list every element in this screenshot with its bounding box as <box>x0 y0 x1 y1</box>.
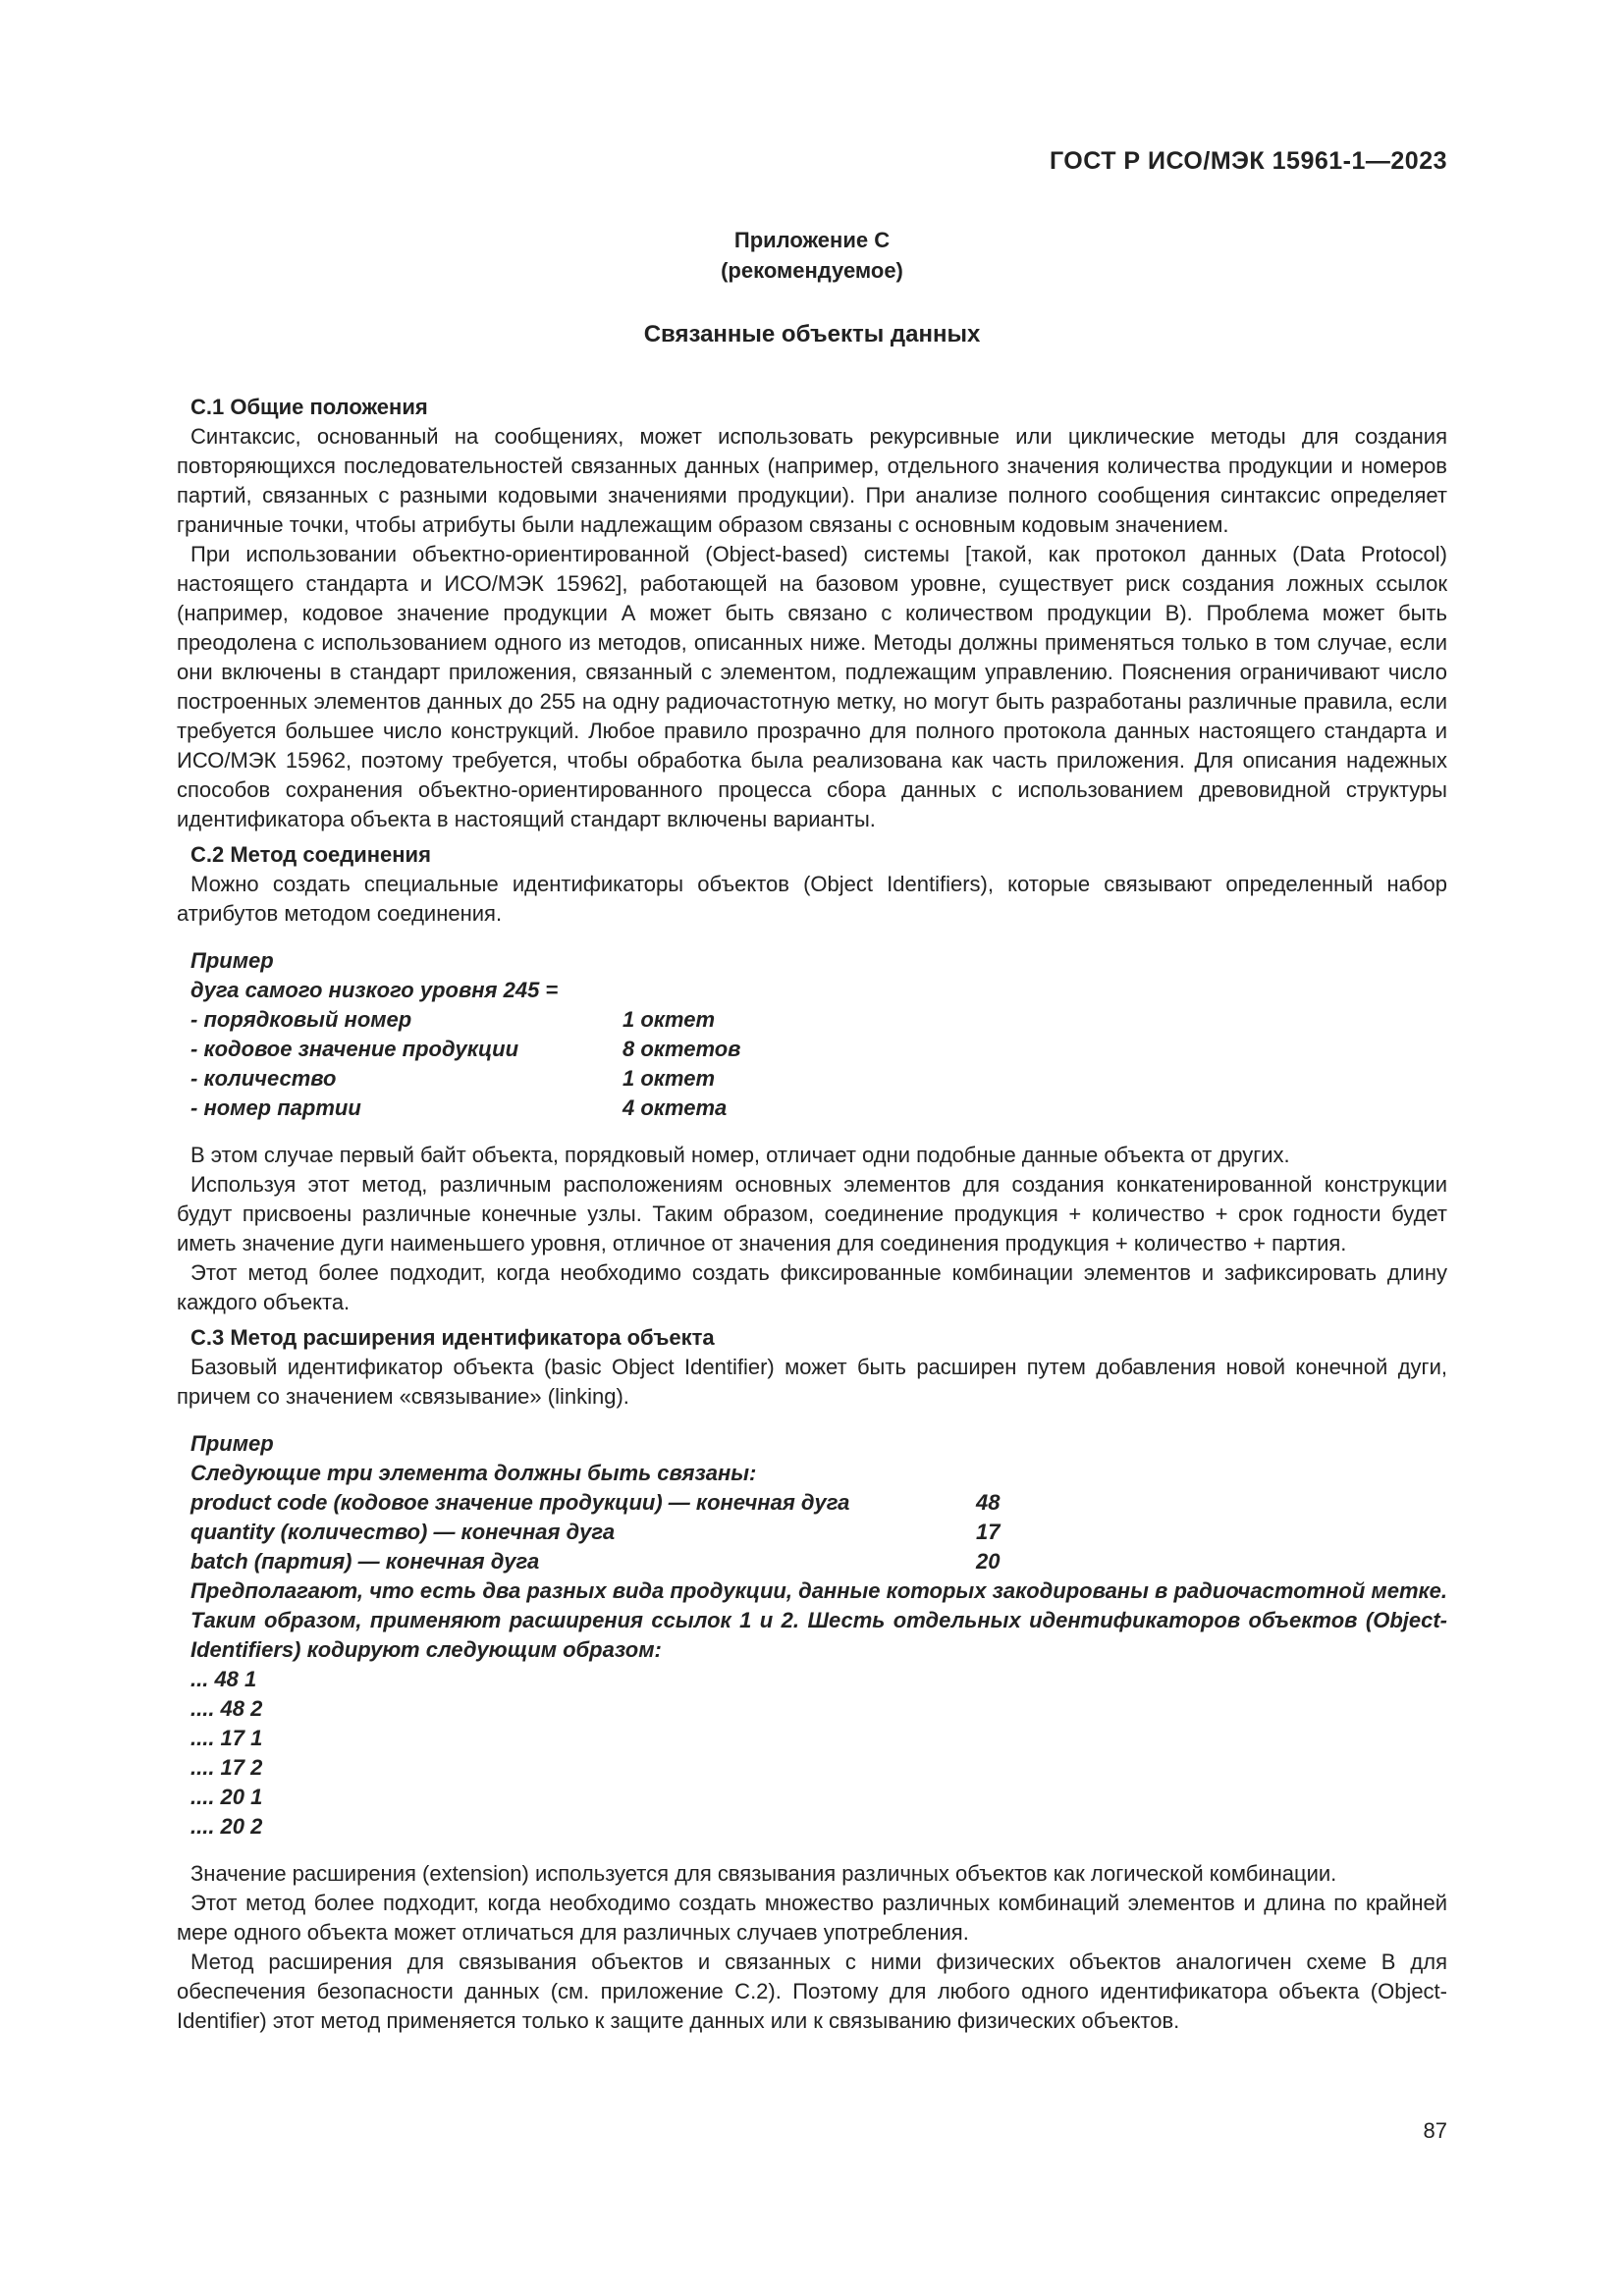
example-row <box>190 1488 1447 1518</box>
oid-line: ... 48 1 <box>190 1667 257 1691</box>
annex-status: (рекомендуемое) <box>721 258 903 283</box>
example-row <box>190 1035 1447 1064</box>
example-element-name: quantity (количество) — конечная дуга <box>190 1520 616 1544</box>
example-field-name: - порядковый номер <box>190 1007 412 1032</box>
section-c1-paragraph-1: Синтаксис, основанный на сообщениях, может использовать рекурсивные или циклические методы для создания повторяющихся последовательностей связанных данных (например, отдельного значения количества продукции и номеров партий, связанных с разными кодовыми значениями продукции). При анализе полного сообщения синтаксис определяет граничные точки, чтобы атрибуты были надлежащим образом связаны с основным кодовым значением. <box>177 424 1447 537</box>
section-c1-heading: С.1 Общие положения <box>190 395 428 419</box>
example-label: Пример <box>190 1431 274 1456</box>
section-c3-heading: С.3 Метод расширения идентификатора объекта <box>190 1325 715 1350</box>
section-c1-paragraph-2: При использовании объектно-ориентированной (Object-based) системы [такой, как протокол данных (Data Protocol) настоящего стандарта и ИСО/МЭК 15962], работающей на базовом уровне, существует риск создания ложных ссылок (например, кодовое значение продукции А может быть связано с количеством продукции В). Проблема может быть преодолена с использованием одного из методов, описанных ниже. Методы должны применяться только в том случае, если они включены в стандарт приложения, связанный с элементом, подлежащим управлению. Пояснения ограничивают число построенных элементов данных до 255 на одну радиочастотную метку, но могут быть разработаны различные правила, если требуется большее число конструкций. Любое правило прозрачно для полного протокола данных настоящего стандарта и ИСО/МЭК 15962, поэтому требуется, чтобы обработка была реализована как часть приложения. Для описания надежных способов сохранения объектно-ориентированного процесса сбора данных с использованием древовидной структуры идентификатора объекта в настоящий стандарт включены варианты. <box>177 542 1447 831</box>
oid-line: .... 20 2 <box>190 1814 263 1839</box>
example-row <box>190 1064 1447 1094</box>
section-c2-paragraph-4: Этот метод более подходит, когда необходимо создать фиксированные комбинации элементов и зафиксировать длину каждого объекта. <box>177 1260 1447 1314</box>
example-c2 <box>177 946 1447 1123</box>
section-c3-paragraph-1: Базовый идентификатор объекта (basic Object Identifier) может быть расширен путем добавления новой конечной дуги, причем со значением «связывание» (linking). <box>177 1355 1447 1409</box>
oid-line: .... 17 1 <box>190 1726 263 1750</box>
example-element-name: product code (кодовое значение продукции) — конечная дуга <box>190 1490 850 1515</box>
page-number: 87 <box>1423 2118 1447 2143</box>
annex-title: Приложение С <box>733 228 891 252</box>
example-intro: дуга самого низкого уровня 245 = <box>190 978 559 1002</box>
example-field-name: - номер партии <box>190 1095 361 1120</box>
oid-line: .... 48 2 <box>190 1696 263 1721</box>
example-field-name: - кодовое значение продукции <box>190 1037 519 1061</box>
oid-line: .... 20 1 <box>190 1785 263 1809</box>
section-c3-paragraph-2: Значение расширения (extension) используется для связывания различных объектов как логической комбинации. <box>190 1861 1337 1886</box>
example-element-value: 17 <box>976 1520 1001 1544</box>
example-label: Пример <box>190 948 274 973</box>
example-text: Предполагают, что есть два разных вида продукции, данные которых закодированы в радиочастотной метке. Таким образом, применяют расширения ссылок 1 и 2. Шесть отдельных идентификаторов объектов (Object-Identifiers) кодируют следующим образом: <box>190 1578 1447 1662</box>
example-field-size: 1 октет <box>623 1066 716 1091</box>
section-c2-heading: С.2 Метод соединения <box>190 842 431 867</box>
section-c3-paragraph-4: Метод расширения для связывания объектов и связанных с ними физических объектов аналогичен схеме В для обеспечения безопасности данных (см. приложение С.2). Поэтому для любого одного идентификатора объекта (Object-Identifier) этот метод применяется только к защите данных или к связыванию физических объектов. <box>177 1949 1447 2033</box>
section-c2-paragraph-3: Используя этот метод, различным расположениям основных элементов для создания конкатенированной конструкции будут присвоены различные конечные узлы. Таким образом, соединение продукция + количество + срок годности будет иметь значение дуги наименьшего уровня, отличное от значения для соединения продукция + количество + партия. <box>177 1172 1447 1255</box>
example-row <box>190 1547 1447 1576</box>
example-row <box>190 1005 1447 1035</box>
example-field-size: 1 октет <box>623 1007 716 1032</box>
example-row <box>190 1518 1447 1547</box>
section-c2-paragraph-2: В этом случае первый байт объекта, порядковый номер, отличает одни подобные данные объекта от других. <box>190 1143 1290 1167</box>
section-c2-paragraph-1: Можно создать специальные идентификаторы объектов (Object Identifiers), которые связывают определенный набор атрибутов методом соединения. <box>177 872 1447 926</box>
oid-line: .... 17 2 <box>190 1755 263 1780</box>
annex-body <box>177 393 1447 2036</box>
example-intro: Следующие три элемента должны быть связаны: <box>190 1461 757 1485</box>
standard-id: ГОСТ Р ИСО/МЭК 15961-1—2023 <box>1049 147 1447 175</box>
example-element-value: 48 <box>976 1490 1001 1515</box>
example-c3 <box>177 1429 1447 1842</box>
section-c3-paragraph-3: Этот метод более подходит, когда необходимо создать множество различных комбинаций элементов и длина по крайней мере одного объекта может отличаться для различных случаев употребления. <box>177 1891 1447 1945</box>
annex-subject: Связанные объекты данных <box>643 321 981 347</box>
example-element-name: batch (партия) — конечная дуга <box>190 1549 540 1574</box>
example-field-size: 4 октета <box>623 1095 728 1120</box>
example-row <box>190 1094 1447 1123</box>
example-element-value: 20 <box>976 1549 1001 1574</box>
example-field-name: - количество <box>190 1066 337 1091</box>
example-field-size: 8 октетов <box>623 1037 741 1061</box>
